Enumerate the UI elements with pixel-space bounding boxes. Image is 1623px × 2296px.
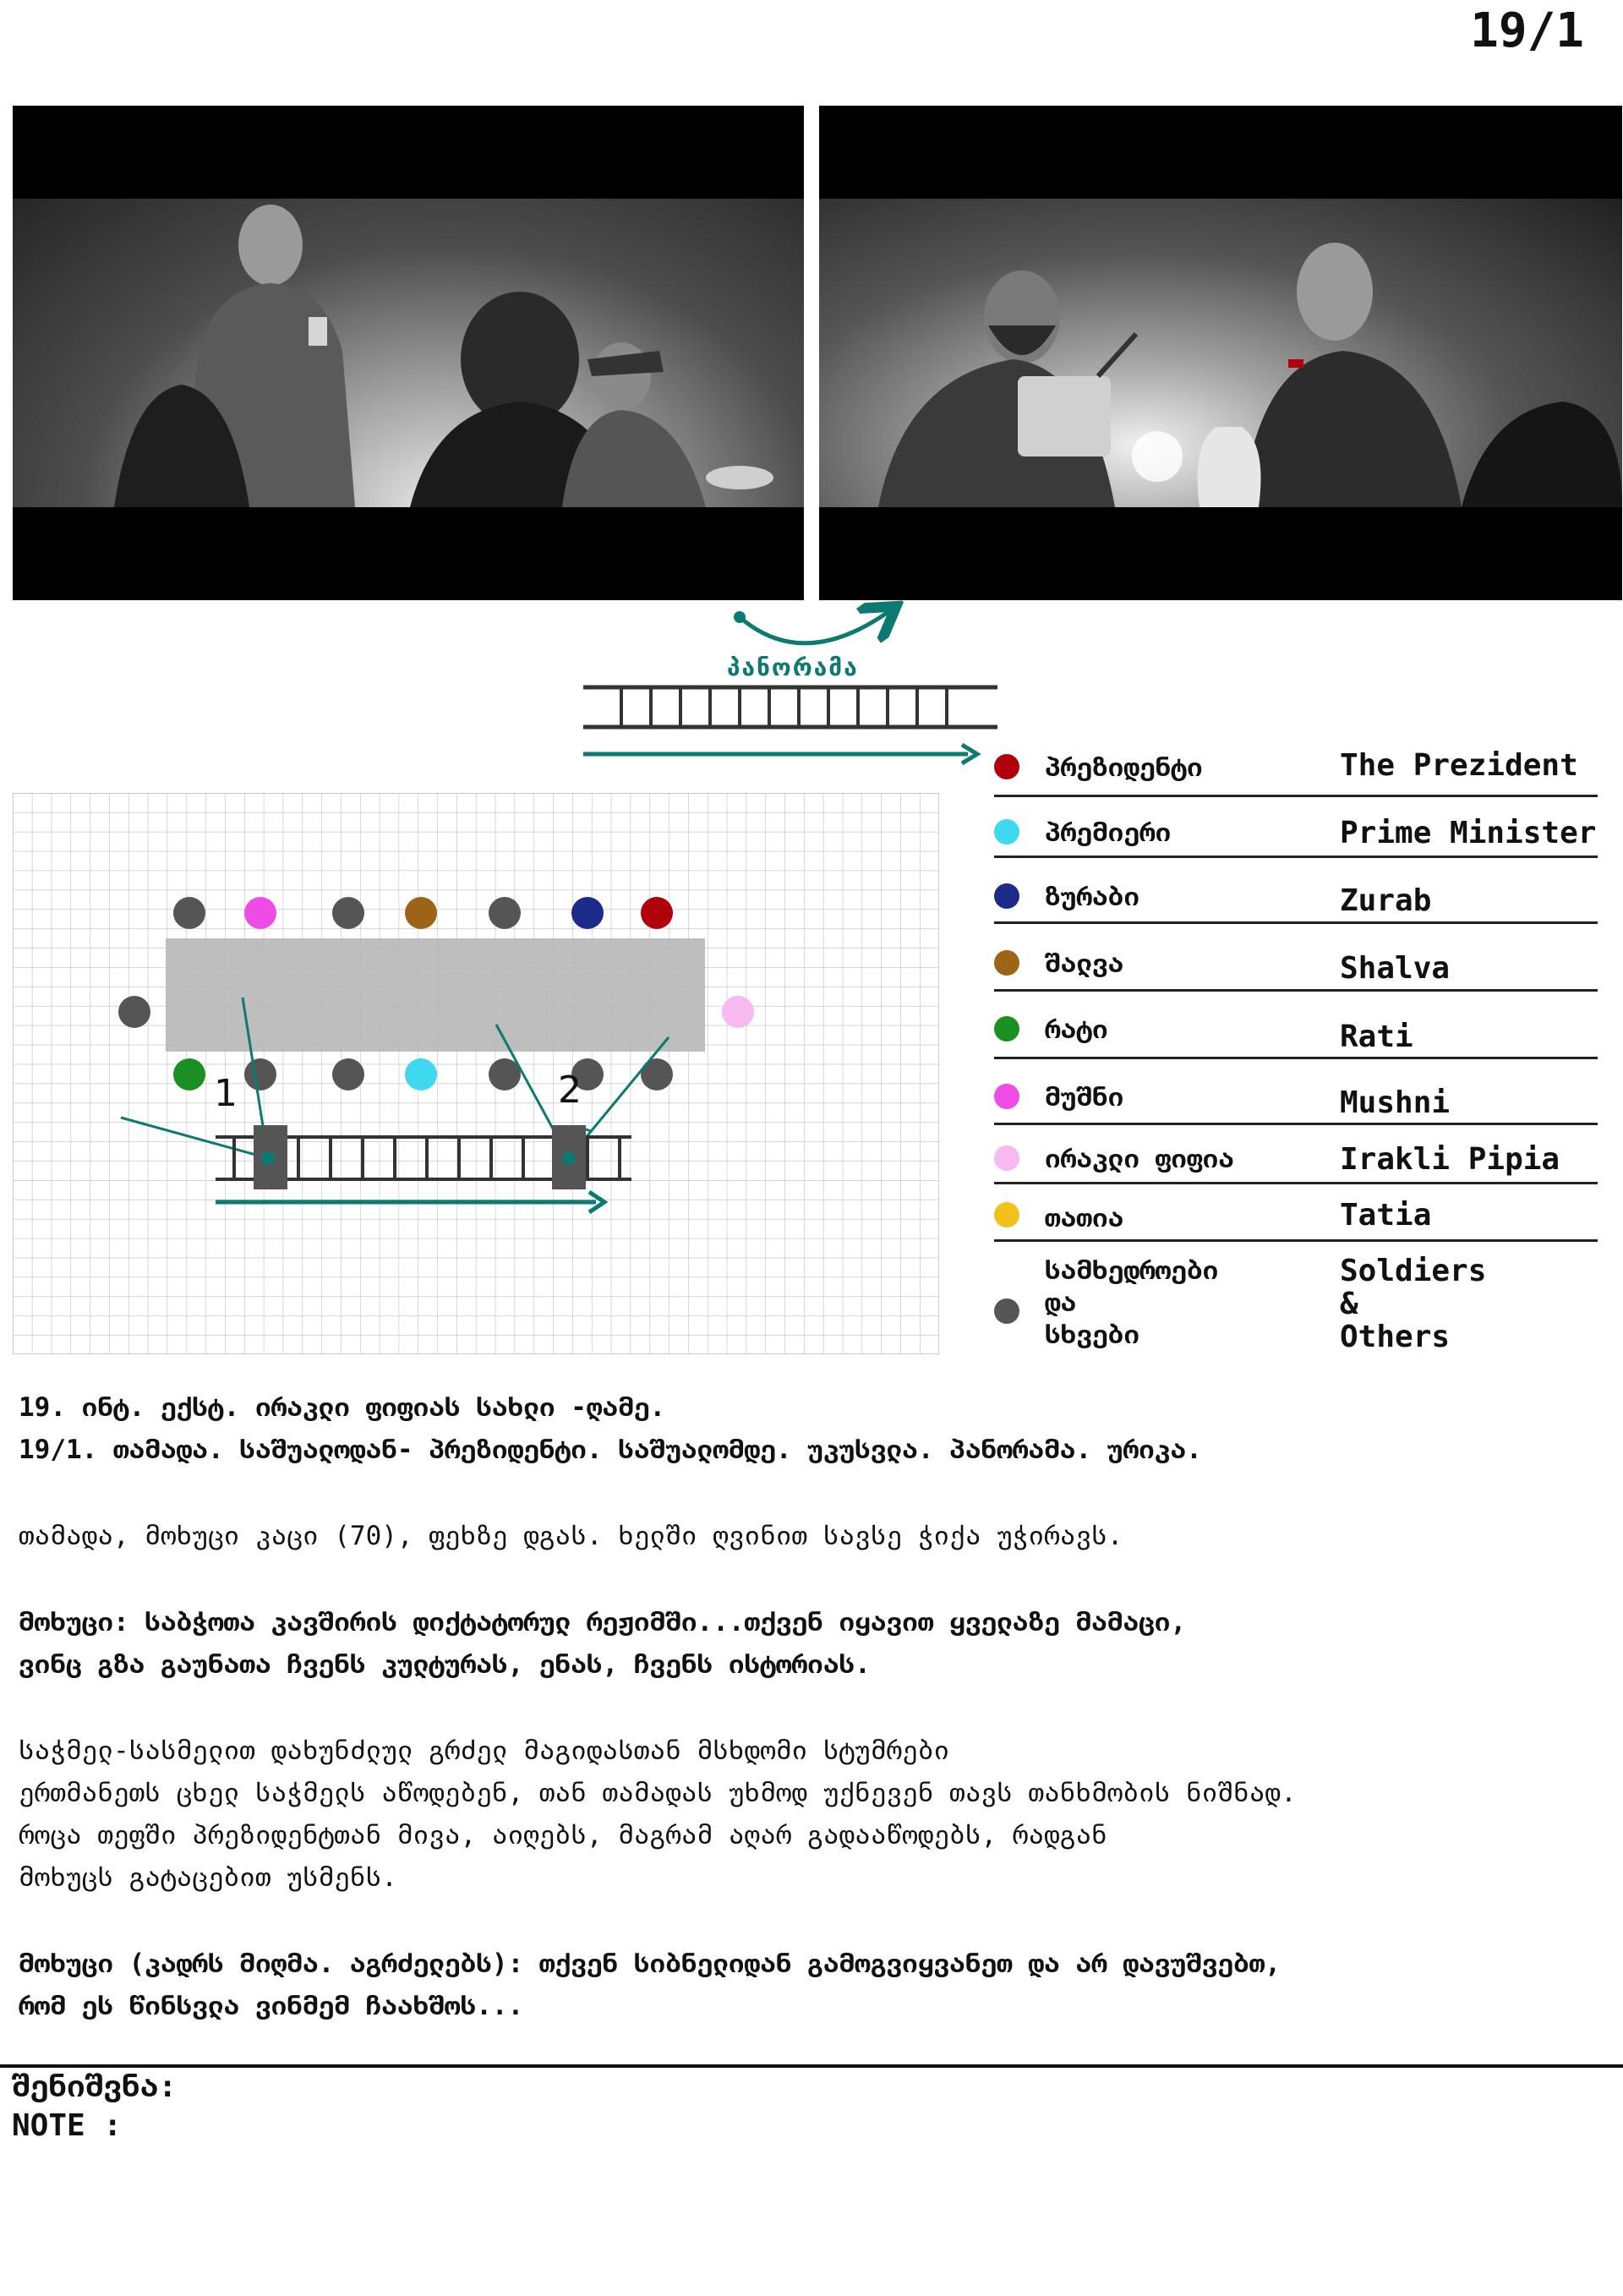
seat-mushni	[244, 897, 276, 929]
legend-row-shalva	[989, 938, 1598, 998]
panorama-label: პანორამა	[727, 653, 859, 681]
legend-row-irakli-pipia	[989, 1134, 1598, 1194]
legend-ka-label: შალვა	[1045, 948, 1124, 979]
legend-en-label: Zurab	[1340, 883, 1432, 918]
legend-row-zurab	[989, 872, 1598, 932]
seat-rati	[173, 1058, 205, 1091]
legend-divider	[994, 1123, 1598, 1125]
seat-president	[641, 897, 673, 929]
legend-divider	[994, 921, 1598, 924]
shalva-color-dot	[994, 950, 1019, 976]
legend-ka-label: რატი	[1045, 1014, 1108, 1045]
shot-heading: 19/1. თამადა. საშუალოდან- პრეზიდენტი. საშუალომდე. უკუსვლა. პანორამა. ურიკა.	[19, 1435, 1202, 1465]
legend-row-tatia	[989, 1194, 1598, 1253]
legend-divider	[994, 1057, 1598, 1059]
rati-color-dot	[994, 1016, 1019, 1041]
legend-divider	[994, 856, 1598, 858]
legend-en-label: Shalva	[1340, 951, 1451, 986]
legend-en-label: Prime Minister	[1340, 816, 1597, 850]
note-section	[12, 2068, 177, 2146]
tatia-color-dot	[994, 1202, 1019, 1227]
legend-row-president	[989, 737, 1598, 796]
legend-ka-label: მუშნი	[1045, 1082, 1124, 1112]
note-divider	[0, 2064, 1623, 2068]
action-text: მოხუცს გატაცებით უსმენს.	[19, 1862, 397, 1893]
seat-other	[173, 897, 205, 929]
legend-ka-label: ზურაბი	[1045, 882, 1139, 912]
legend-en-label: Tatia	[1340, 1198, 1432, 1233]
seat-shalva	[405, 897, 437, 929]
legend-en-label: Mushni	[1340, 1085, 1451, 1120]
legend-row-mushni	[989, 1072, 1598, 1131]
seat-other	[244, 1058, 276, 1091]
note-label-en: NOTE :	[12, 2108, 123, 2143]
scene-heading: 19. ინტ. ექსტ. ირაკლი ფიფიას სახლი -ღამე.	[19, 1392, 666, 1423]
table	[166, 938, 705, 1052]
dialogue-line: ვინც გზა გაუნათა ჩვენს კულტურას, ენას, ჩვენს ისტორიას.	[19, 1649, 871, 1680]
legend-divider	[994, 1239, 1598, 1242]
script-text	[19, 1386, 1608, 2027]
dialogue-line: მოხუცი: საბჭოთა კავშირის დიქტატორულ რეჟიმში...თქვენ იყავით ყველაზე მამაცი,	[19, 1607, 1187, 1637]
legend-row-rati	[989, 1006, 1598, 1065]
seat-other	[489, 897, 521, 929]
legend-row-soldiers-others	[989, 1255, 1598, 1364]
mushni-color-dot	[994, 1084, 1019, 1109]
floor-plan	[13, 793, 939, 1354]
action-text: როცა თეფში პრეზიდენტთან მივა, აიღებს, მაგრამ აღარ გადააწოდებს, რადგან	[19, 1820, 1107, 1850]
legend-ka-label: პრეზიდენტი	[1045, 752, 1203, 783]
dialogue-line: რომ ეს წინსვლა ვინმემ ჩაახშოს...	[19, 1991, 524, 2021]
legend-en-label: Irakli Pipia	[1340, 1142, 1560, 1177]
storyboard-frame-1	[13, 106, 804, 600]
camera-position-1-label: 1	[214, 1072, 238, 1115]
legend-ka-label: სამხედროები და სხვები	[1045, 1255, 1219, 1350]
action-text: ერთმანეთს ცხელ საჭმელს აწოდებენ, თან თამადას უხმოდ უქნევენ თავს თანხმობის ნიშნად.	[19, 1778, 1297, 1808]
legend-divider	[994, 795, 1598, 797]
panorama-diagram	[575, 596, 1014, 774]
seat-other	[118, 996, 150, 1028]
legend-divider	[994, 1182, 1598, 1184]
storyboard-frame-2	[819, 106, 1622, 600]
legend-ka-label: თათია	[1045, 1203, 1124, 1233]
seat-prime-minister	[405, 1058, 437, 1091]
seat-other	[641, 1058, 673, 1091]
dialogue-line: მოხუცი (კადრს მიღმა. აგრძელებს): თქვენ სიბნელიდან გამოგვიყვანეთ და არ დავუშვებთ,	[19, 1949, 1281, 1979]
legend-divider	[994, 989, 1598, 992]
frame-2-figures	[819, 106, 1622, 600]
legend-en-label: The Prezident	[1340, 748, 1578, 783]
prime-minister-color-dot	[994, 819, 1019, 845]
president-color-dot	[994, 754, 1019, 779]
legend-en-label: Soldiers & Others	[1340, 1254, 1487, 1354]
legend-en-label: Rati	[1340, 1020, 1413, 1054]
note-label-ka: შენიშვნა:	[12, 2069, 178, 2104]
legend-ka-label: პრემიერი	[1045, 817, 1172, 848]
seat-zurab	[571, 897, 604, 929]
floor-plan-grid	[13, 793, 939, 1354]
soldiers-others-color-dot	[994, 1298, 1019, 1324]
zurab-color-dot	[994, 883, 1019, 909]
camera-position-2-label: 2	[558, 1069, 582, 1112]
legend-row-prime-minister	[989, 805, 1598, 864]
seat-other	[332, 897, 364, 929]
action-text: თამადა, მოხუცი კაცი (70), ფეხზე დგას. ხელში ღვინით სავსე ჭიქა უჭირავს.	[19, 1521, 1123, 1551]
action-text: საჭმელ-სასმელით დახუნძლულ გრძელ მაგიდასთან მსხდომი სტუმრები	[19, 1736, 950, 1766]
legend-ka-label: ირაკლი ფიფია	[1045, 1144, 1234, 1174]
seat-other	[332, 1058, 364, 1091]
seat-irakli-pipia	[722, 996, 754, 1028]
frame-1-figures	[13, 106, 804, 600]
page-number: 19/1	[1470, 3, 1584, 58]
irakli-pipia-color-dot	[994, 1145, 1019, 1171]
